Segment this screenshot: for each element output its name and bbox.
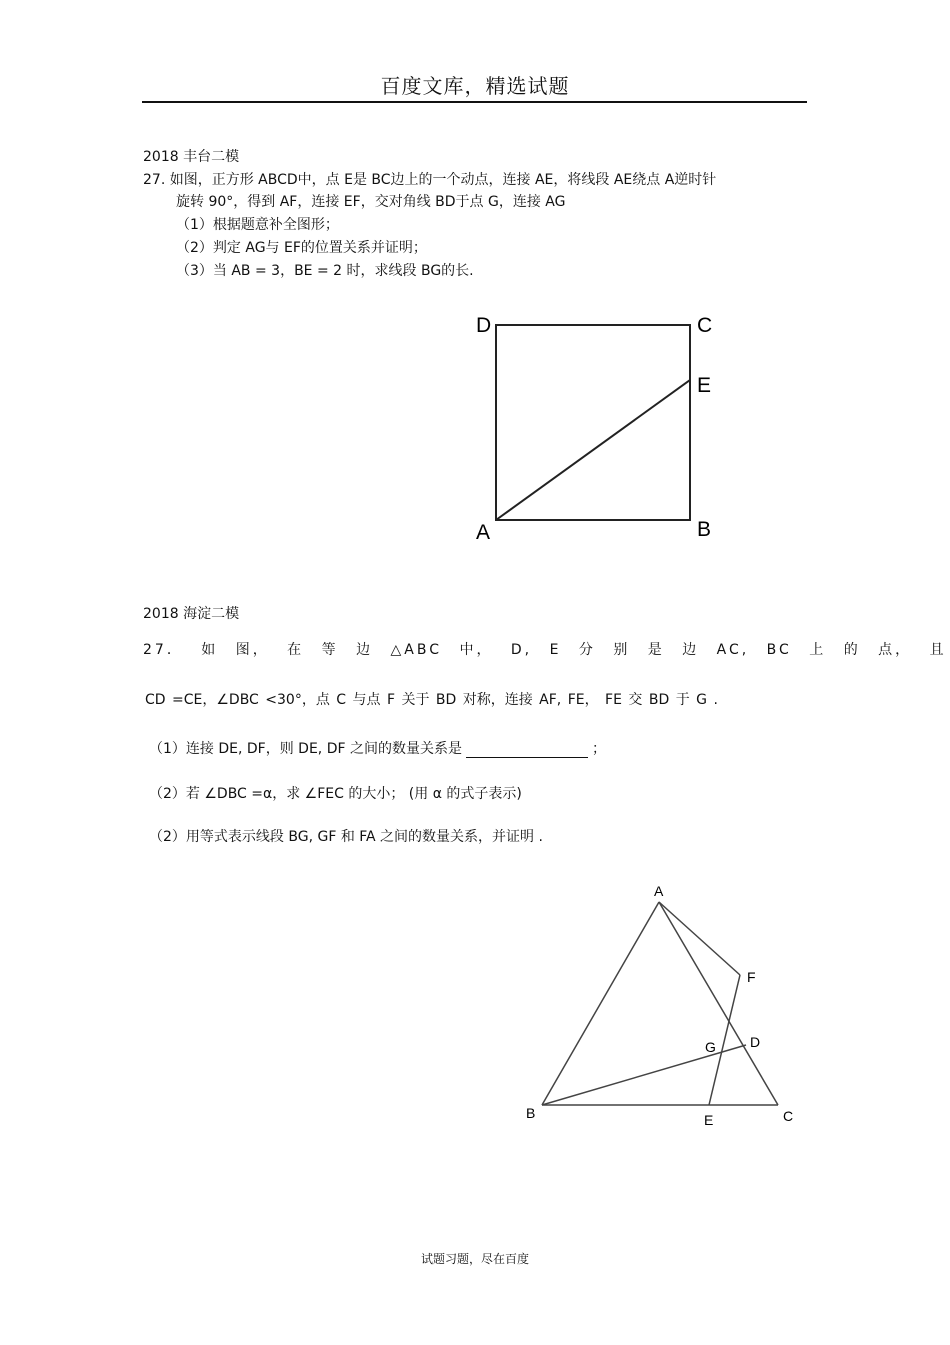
problem1-source: 2018 丰台二模 — [143, 149, 240, 165]
segment-ae — [496, 380, 690, 520]
label-tri-f: F — [747, 969, 756, 985]
problem2-question1-text: （1）连接 DE, DF，则 DE, DF 之间的数量关系是 — [149, 741, 462, 757]
problem1-question2: （2）判定 AG与 EF的位置关系并证明； — [176, 240, 427, 256]
side-ac — [659, 902, 778, 1105]
label-tri-a: A — [654, 883, 664, 899]
header-title: 百度文库，精选试题 — [380, 74, 570, 98]
label-d: D — [476, 314, 492, 337]
problem2-source: 2018 海淀二模 — [143, 606, 240, 622]
label-b: B — [697, 518, 712, 541]
figure-square — [496, 325, 690, 520]
problem1-question3: （3）当 AB = 3，BE = 2 时，求线段 BG的长. — [176, 263, 474, 279]
footer-text: 试题习题，尽在百度 — [420, 1252, 529, 1266]
label-a: A — [476, 521, 491, 544]
problem2-question2: （2）若 ∠DBC =α，求 ∠FEC 的大小； (用 α 的式子表示) — [149, 786, 522, 802]
label-tri-e: E — [704, 1112, 714, 1128]
label-tri-b: B — [526, 1105, 536, 1121]
problem2-question1-end: ； — [591, 741, 606, 757]
label-tri-c: C — [783, 1108, 794, 1124]
label-e: E — [697, 374, 712, 397]
figure-triangle — [542, 902, 778, 1105]
square-abcd — [496, 325, 690, 520]
problem1-question1: （1）根据题意补全图形； — [176, 217, 339, 233]
problem2-line1: 27． 如 图， 在 等 边 △ABC 中， D, E 分 别 是 边 AC, BC 上 的 点， 且 — [143, 642, 947, 658]
problem2-line2: CD =CE，∠DBC <30°，点 C 与点 F 关于 BD 对称，连接 AF, FE， FE 交 BD 于 G . — [145, 692, 718, 708]
label-c: C — [697, 314, 713, 337]
problem1-line2: 旋转 90°，得到 AF，连接 EF，交对角线 BD于点 G，连接 AG — [176, 194, 566, 210]
label-tri-d: D — [750, 1034, 761, 1050]
side-ab — [542, 902, 659, 1105]
segment-af — [659, 902, 740, 975]
problem2-question3: （2）用等式表示线段 BG, GF 和 FA 之间的数量关系，并证明 . — [149, 829, 543, 845]
label-tri-g: G — [705, 1039, 716, 1055]
problem1-line1: 27. 如图，正方形 ABCD中，点 E是 BC边上的一个动点，连接 AE，将线段 AE绕点 A逆时针 — [143, 172, 717, 188]
